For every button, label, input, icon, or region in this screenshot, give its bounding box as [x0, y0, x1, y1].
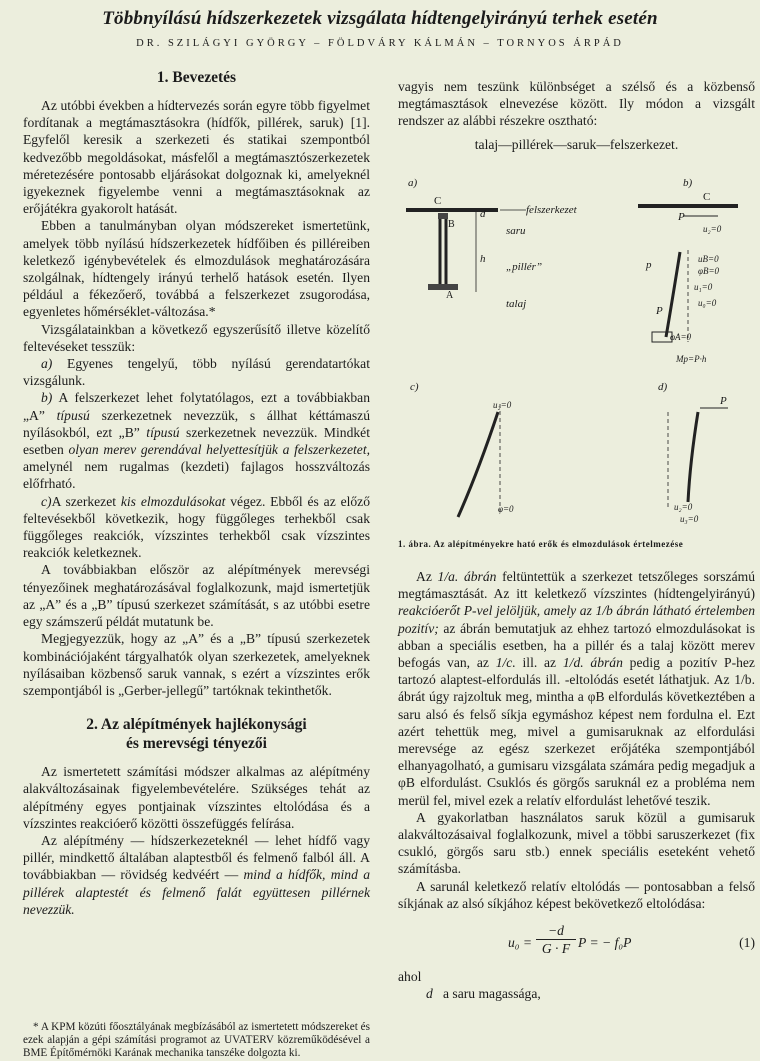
article-authors: DR. SZILÁGYI GYÖRGY – FÖLDVÁRY KÁLMÁN – TORNYOS ÁRPÁD — [136, 38, 624, 49]
label-d: d — [480, 208, 486, 220]
text: Az alépítmény — hídszerkezeteknél — lehet hídfő vagy pillér, mindkettő általában alaptestből és felmenő falból áll. A továbbiakban — rövidség kedvéért — — [23, 832, 370, 883]
paragraph: A sarunál keletkező relatív eltolódás — pontosabban a felső síkjának az alsó síkjához képest bekövetkező eltolódása: — [398, 878, 755, 911]
label-P: P — [678, 211, 685, 223]
numerator: −d — [536, 922, 576, 940]
article-title: Többnyílású hídszerkezetek vizsgálata hídtengelyirányú terhek esetén — [102, 8, 658, 29]
paragraph: A továbbiakban először az alépítmények merevségi tényezőinek meghatározásával foglalkozunk, majd ismertetjük az „A” és a „B” típusú szerkezet számítását, s az utóbbi esetre egy számszerű példát mutatunk be. — [23, 562, 370, 630]
label-A: A — [446, 290, 454, 301]
emphasis: típusú — [56, 407, 90, 423]
figure-c-label: c) — [410, 381, 419, 393]
paragraph: ahol — [398, 969, 422, 985]
text: amelynél nem rugalmas (kezdeti) fajlagos hosszváltozás előfrható. — [23, 459, 370, 492]
label-h: h — [480, 253, 486, 265]
text: pedig a pozitív P-hez tartozó alaptest-elfordulás ill. -eltolódás esetét láthatjuk. Az 1/b. ábrát úgy rajzoltuk meg, mintha a φB elfordulás következtében a saru alsó és felső síkja egymáshoz képest nem fordulna el. Ezt azért tehettük meg, mivel a gumisaruknak az elfordulási merevsége az egész szerkezet erőjátéka szempontjából elhanyagolható, a gumisaru vizsgálata számára pedig megadjuk a φB elfordulást. Csuklós és görgős saruknál ez a probléma nem merül fel, mivel ezek a relatív elfordulást lehetővé teszik. — [398, 655, 755, 808]
label-u1: u₁=0 — [694, 282, 713, 292]
label-felszerkezet: felszerkezet — [526, 204, 577, 216]
label-u2: u₂=0 — [703, 224, 722, 234]
label-phiA: φA=0 — [670, 332, 692, 342]
emphasis: olyan merev gerendával helyettesítjük a felszerkezetet, — [68, 442, 370, 458]
text: feltüntettük a szerkezet tetszőleges sorszámú megtámasztását. Az itt keletkező vízszintes (hídtengelyirányú) — [398, 569, 755, 602]
heading-line: és merevségi tényezői — [126, 735, 267, 753]
section-heading-1: 1. Bevezetés — [156, 69, 237, 86]
label-P: P — [720, 395, 727, 407]
label-u2: u₂=0 — [493, 400, 512, 410]
text: A felszerkezet lehet folytatólagos, ezt a továbbiakban „A” — [23, 390, 370, 423]
figure-d-label: d) — [658, 381, 668, 393]
list-marker: c) — [41, 493, 52, 509]
label-saru: saru — [506, 225, 526, 237]
label-talaj: talaj — [506, 298, 527, 310]
label-B: B — [448, 219, 455, 230]
equation-rhs: P = − f₀P — [578, 935, 632, 951]
emphasis: mind a hídfők, mind a pillérek alaptestét és felmenő falát együttesen pillérnek nevezzük. — [23, 867, 370, 917]
deformed-pier — [666, 252, 680, 337]
paragraph: Ebben a tanulmányban olyan módszereket ismertetünk, amelyek több nyílású hídszerkezetek hídfőiben és pilléreiben keletkező igénybevételek és elmozdulások meghatározására szolgálnak, hídtengely irányú terhelő hatások esetén. Ilyen például a fékezőerő, továbbá a felszerkezet zsugorodása, egyenletes hőmérséklet-változása.* — [23, 218, 370, 320]
emphasis: 1/d. ábrán — [562, 655, 623, 671]
denominator: G · F — [541, 941, 571, 957]
emphasis: típusú — [146, 424, 180, 440]
label-p: p — [646, 259, 652, 271]
emphasis: 1/c. — [495, 655, 516, 671]
label-uB: uB=0 — [698, 254, 719, 264]
label-u0: u₀=0 — [698, 298, 717, 308]
paragraph — [23, 832, 370, 918]
label-phiB: φB=0 — [698, 266, 720, 276]
text: szerkezetnek nevezzük, s állhat kéttámaszú nyílásokból, ezt „B” — [23, 407, 370, 440]
emphasis: kis elmozdulásokat — [120, 493, 226, 509]
foundation — [652, 332, 672, 342]
paragraph: Az ismertetett számítási módszer alkalmas az alépítmény alakváltozásainak figyelembevételére. Szükséges tehát az alépítmény egyes pontjainak vízszintes eltolódása és a vízszintes reakcióerő közötti összefüggés felírása. — [23, 764, 370, 831]
text: A szerkezet — [51, 493, 121, 509]
text: végez. Ebből és az előző feltevésekből következik, hogy függőleges terhekből csak függőleges reakciók, vízszintes terhekből csak vízszintes reakciók keletkeznek. — [23, 493, 371, 561]
emphasis: 1/a. ábrán — [437, 569, 497, 584]
figure-b-label: b) — [683, 177, 693, 189]
right-column — [398, 78, 755, 153]
figure-1 — [398, 172, 755, 534]
label-u2: u₂=0 — [674, 502, 693, 512]
foundation — [428, 284, 458, 290]
paragraph: Megjegyezzük, hogy az „A” és a „B” típusú szerkezetek kombinációjaként tárgyalhatók olyan szerkezetek, amelyeknek nyílásaiban közbenső saruk vannak, s ezért a vízszintes erők szempontjából is „Gerber-jellegű” tartóknak tekinthetők. — [23, 631, 370, 698]
paragraph: A gyakorlatban használatos saruk közül a gumisaruk alakváltozásaival foglalkozunk, mivel a többi saruszerkezet (fix csukló, görgős saru stb.) ennek speciális eseteként vehető számításba. — [398, 809, 755, 877]
emphasis: reakcióerőt P-vel jelöljük, amely az 1/b ábrán látható értelemben pozitív; — [398, 603, 755, 636]
section-heading-2 — [23, 715, 370, 753]
list-item-c — [23, 493, 370, 562]
label-P: P — [656, 305, 663, 317]
bearing — [438, 213, 448, 219]
label-piller: „pillér” — [506, 261, 543, 273]
label-moment: Mp=P·h — [676, 354, 707, 364]
paragraph: vagyis nem teszünk különbséget a szélső és a közbenső megtámasztások elnevezése között. Ily módon a vizsgált rendszer az alábbi részekre osztható: — [398, 79, 755, 129]
figure-caption: 1. ábra. Az alépítményekre ható erők és elmozdulások értelmezése — [398, 539, 684, 549]
list-item-a — [23, 355, 370, 389]
paragraph — [398, 568, 755, 809]
system-chain: talaj—pillérek—saruk—felszerkezet. — [474, 136, 679, 152]
left-column — [23, 60, 370, 918]
label-u3: u₃=0 — [680, 514, 699, 524]
text: Az — [416, 569, 438, 584]
heading-line: 2. Az alépítmények hajlékonysági — [86, 716, 307, 734]
fraction — [536, 922, 576, 957]
rotated-pier — [458, 412, 498, 517]
symbol: d — [426, 986, 433, 1002]
figure-a-label: a) — [408, 177, 418, 189]
text: az ábrán bemutatjuk az ehhez tartozó elmozdulásokat is abban a speciális esetben, ha a pillér és a talaj között merev befogás van, az — [398, 620, 755, 671]
equation-lhs: u₀ = — [508, 935, 533, 951]
paragraph: Vizsgálatainkban a következő egyszerűsítő illetve közelítő feltevéseket tesszük: — [23, 321, 370, 354]
list-item-b — [23, 389, 370, 492]
text: szerkezetnek nevezzük. Mindkét esetben — [23, 424, 370, 458]
label-C: C — [434, 195, 442, 207]
paragraph: Az utóbbi években a hídtervezés során egyre több figyelmet fordítanak a megtámasztásokra (hídfők, pillérek, saruk) [1]. Egyfelől keresik a szerkezeti és statikai szempontból kedvezőbb megoldásokat, másfelől a megtámasztószerkezetek méretezésére pontosabb eljárásokat dolgoznak ki, amelyeknél igyekeznek figyelembe venni a megtámasztásoknak az erőjátékra gyakorolt hatását. — [23, 98, 370, 217]
definition — [426, 985, 755, 1002]
definition-text: a saru magassága, — [443, 986, 541, 1002]
list-marker: b) — [41, 390, 53, 406]
list-marker: a) — [41, 356, 53, 372]
equation-number: (1) — [739, 935, 755, 951]
label-phi: φ=0 — [498, 504, 514, 514]
equation-1 — [398, 922, 755, 964]
right-column-lower — [398, 568, 755, 1002]
text: ill. az — [515, 655, 563, 671]
list-text: Egyenes tengelyű, több nyílású gerendatartókat vizsgálunk. — [23, 356, 370, 389]
label-C: C — [703, 191, 711, 203]
footnote: * A KPM közúti főosztályának megbízásából az ismertetett módszereket és ezek alapján a gépi számítási programot az UVATERV közreműködésével a BME Építőmérnöki Karának mechanika tanszéke dolgozta ki. — [23, 1021, 370, 1059]
shifted-pier — [688, 412, 698, 502]
